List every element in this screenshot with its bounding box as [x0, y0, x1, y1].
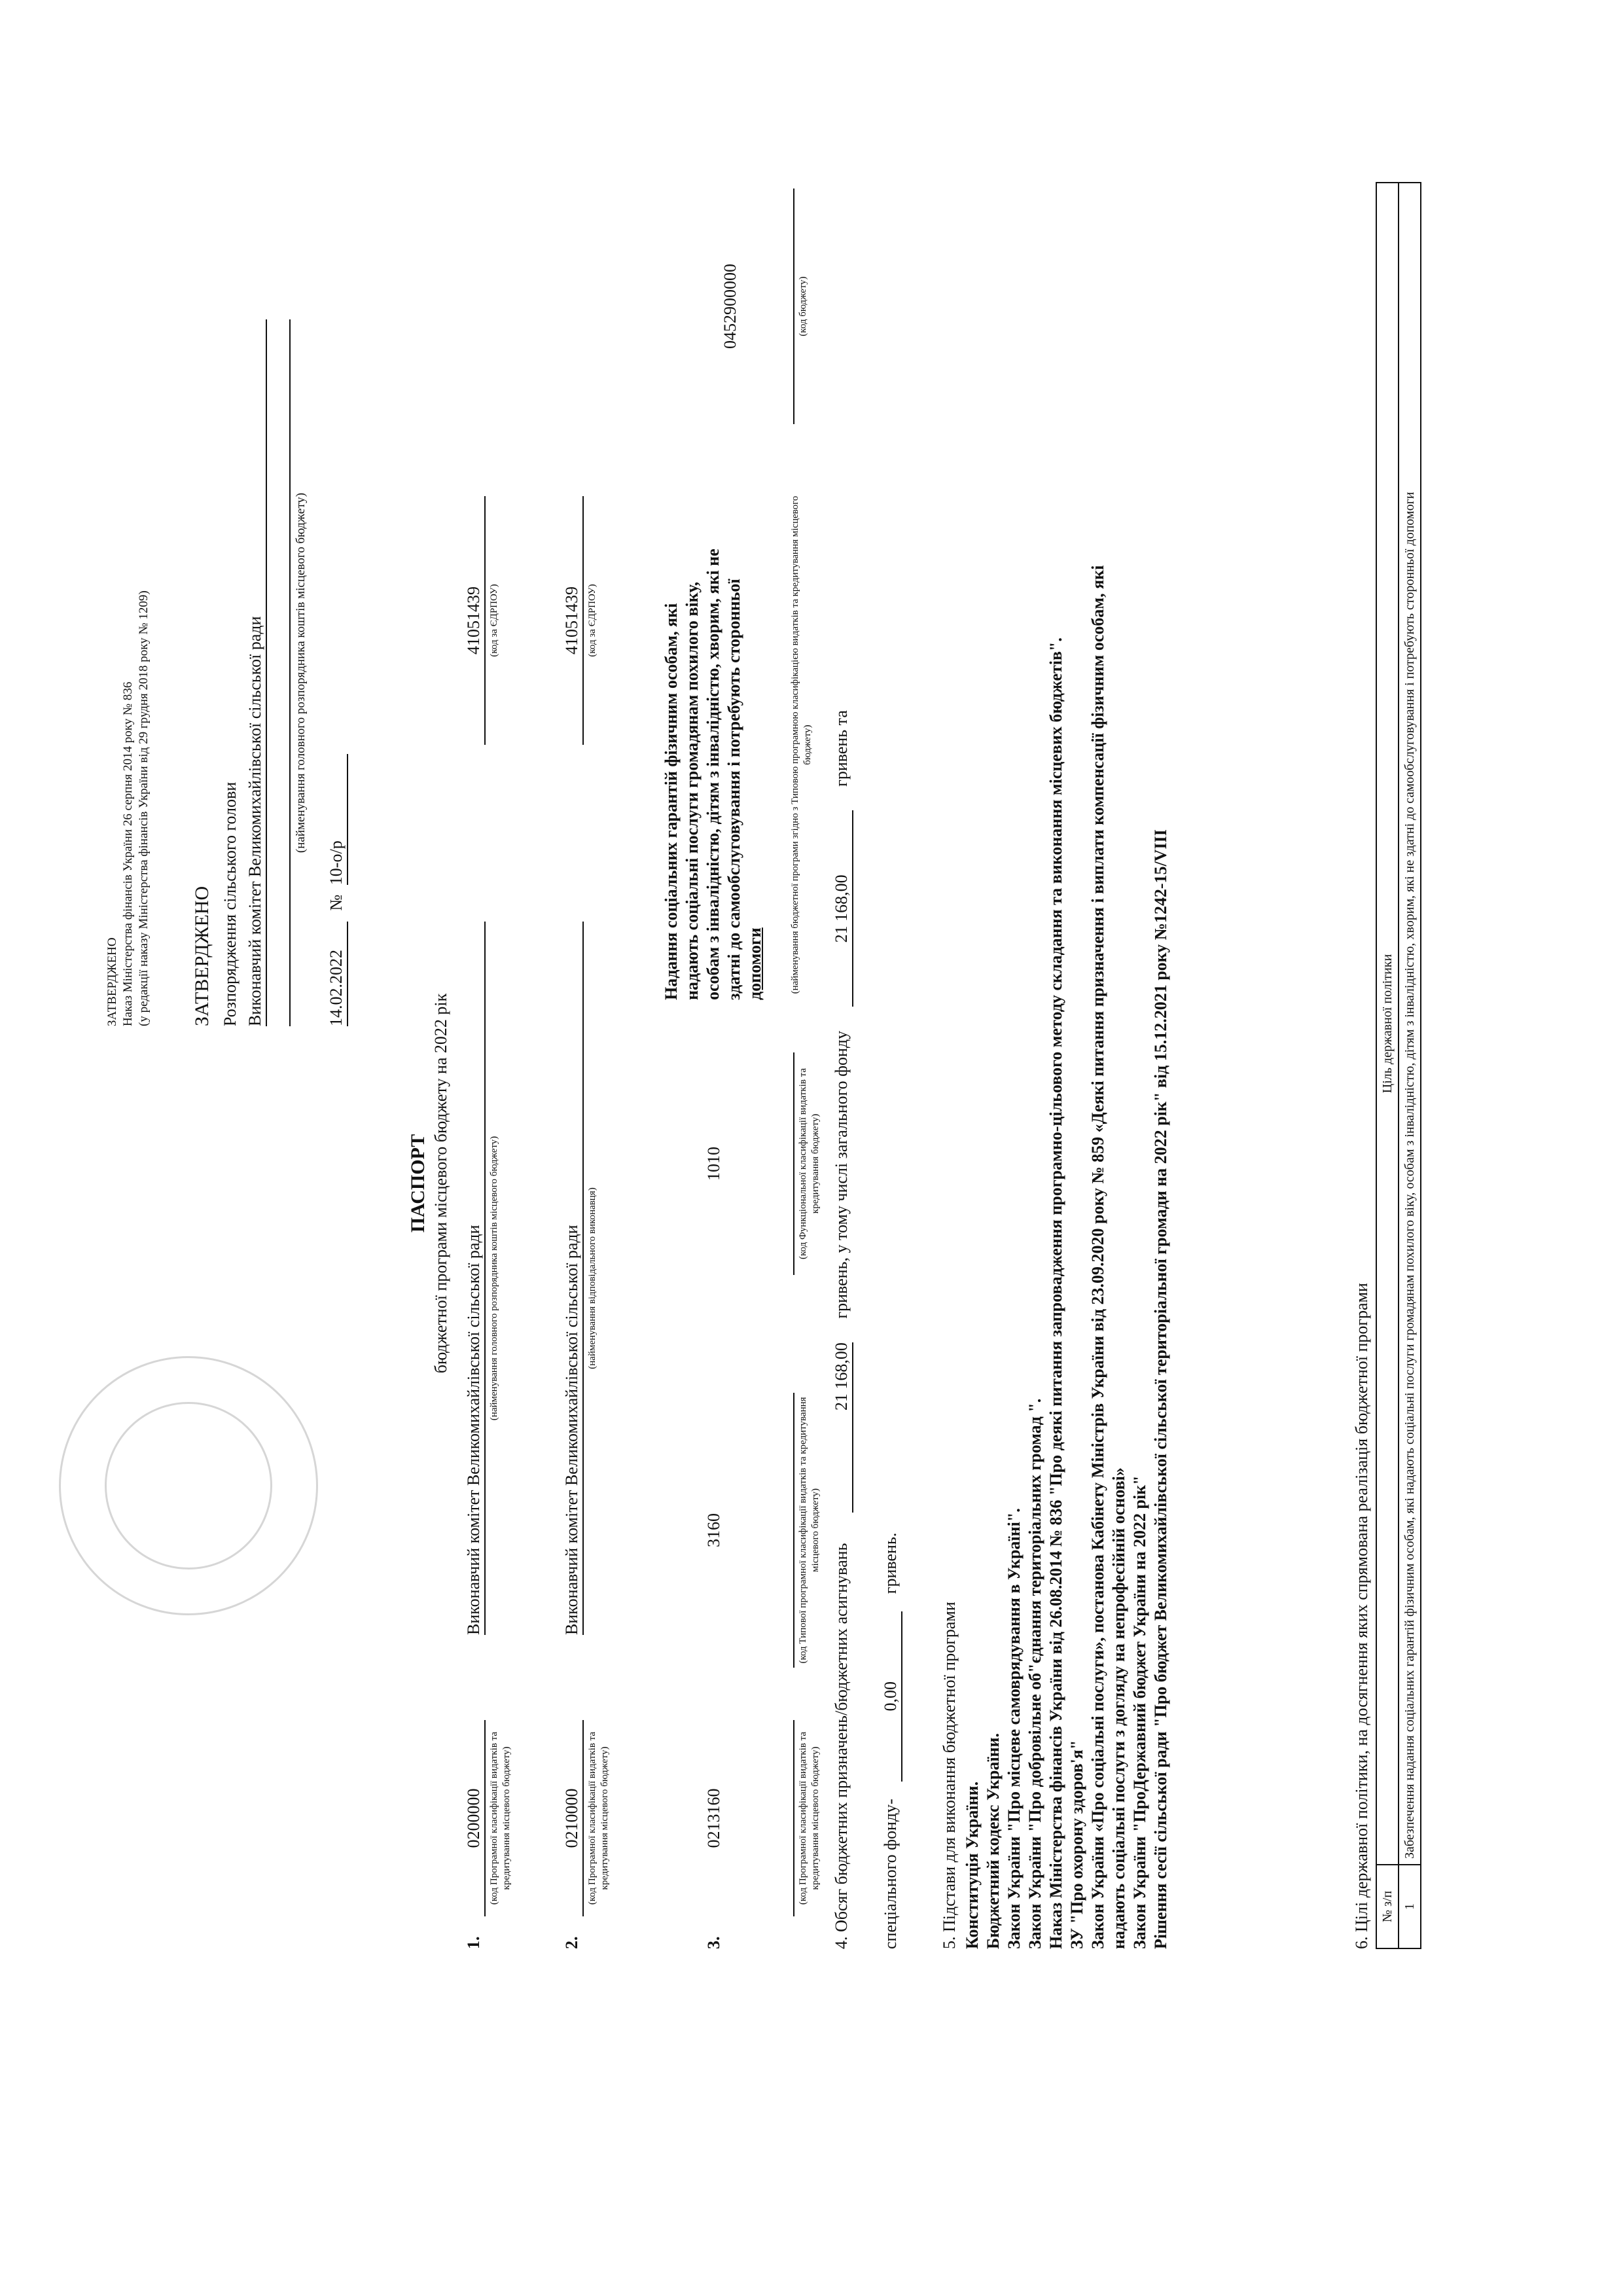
item1-code: 0200000 [463, 1720, 486, 1916]
basis-line: Закон України «Про соціальні послуги», постанова Кабінету Міністрів України від 23.09.2020 року № 859 «Деякі питання призначення і виплати компенсації фізичним особам, які [1088, 565, 1107, 1949]
approval-note-line2: Наказ Міністерства фінансів України 26 серпня 2014 року № 836 [121, 681, 135, 1026]
item5-label: 5. Підстави для виконання бюджетної програми [940, 1602, 959, 1949]
item4-special: 0,00 [880, 1611, 902, 1782]
item4-tail: гривень та [832, 710, 851, 787]
item2-number: 2. [562, 1936, 581, 1949]
basis-line: надають соціальні послуги з догляду на непрофесійній основі» [1109, 1467, 1128, 1949]
item3-name-line3: особам з інвалідністю, дітям з інвалідністю, хворим, які не [704, 548, 722, 1000]
approved-title: ЗАТВЕРДЖЕНО [191, 886, 213, 1026]
item4-label: 4. Обсяг бюджетних призначень/бюджетних асигнувань [832, 1543, 851, 1949]
approved-blank-line [267, 319, 291, 1026]
approved-order: Розпорядження сільського голови [221, 781, 240, 1026]
goal-text: Забезпечення надання соціальних гарантій фізичним особам, які надають соціальні послуги громадянам похилого віку, особам з інвалідністю, дітям з інвалідністю, хворим, які не здатні до самообслуговування і потребують сторонньої допомоги [1399, 183, 1421, 1865]
approved-org-caption: (найменування головного розпорядника коштів місцевого бюджету) [294, 492, 308, 853]
item3-code: 0213160 [704, 1788, 723, 1848]
passport-title: ПАСПОРТ [407, 1134, 429, 1233]
approved-date-row [326, 319, 348, 1026]
approval-note-line1: ЗАТВЕРДЖЕНО [105, 937, 119, 1026]
item1-code-caption: (код Програмної класифікації видатків та кредитування місцевого бюджету) [489, 1731, 512, 1905]
basis-line: Закон України "Про місцеве самоврядування в Україні". [1005, 1508, 1024, 1949]
item1-name: Виконавчий комітет Великомихайлівської сільської ради [463, 922, 486, 1635]
item4-general: 21 168,00 [831, 810, 853, 1007]
basis-line: Наказ Міністерства фінансів України від 26.08.2014 № 836 "Про деякі питання запровадження програмно-цільового методу складання та виконання місцевих бюджетів". [1046, 637, 1065, 1949]
basis-line: Бюджетний кодекс України. [984, 1732, 1003, 1949]
approved-org: Виконавчий комітет Великомихайлівської сільської ради [245, 319, 267, 1026]
item6-label: 6. Цілі державної політики, на досягнення яких спрямована реалізація бюджетної програми [1352, 1283, 1371, 1949]
approved-number-label: № [327, 894, 346, 911]
approval-note [105, 241, 152, 1026]
item4-total: 21 168,00 [831, 1342, 853, 1513]
item4-row2 [880, 1164, 902, 1949]
item3-name-line1: Надання соціальних гарантій фізичним особам, які [662, 603, 681, 1000]
goal-num: 1 [1399, 1865, 1421, 1948]
item3-budget-caption: (код бюджету) [793, 188, 810, 424]
item1-name-caption: (найменування головного розпорядника коштів місцевого бюджету) [489, 1136, 499, 1421]
item4-mid: гривень, у тому числі загального фонду [832, 1030, 851, 1319]
item2-code-caption: (код Програмної класифікації видатків та кредитування місцевого бюджету) [587, 1731, 610, 1905]
item2-edrpou-caption: (код за ЄДРПОУ) [587, 584, 597, 657]
item3-name-line4: здатні до самообслуговування і потребують сторонньої [724, 579, 743, 1000]
goals-col-goal: Ціль державної політики [1376, 183, 1399, 1865]
item4-special-label: спеціального фонду- [881, 1799, 900, 1949]
basis-line: ЗУ "Про охорону здоров'я" [1067, 1740, 1086, 1949]
item3-code-caption: (код Програмної класифікації видатків та кредитування місцевого бюджету) [793, 1720, 822, 1916]
item3-typical-caption: (код Типової програмної класифікації видатків та кредитування місцевого бюджету) [793, 1393, 822, 1668]
item3-name-line5: допомоги [745, 927, 764, 1000]
item2-name: Виконавчий комітет Великомихайлівської сільської ради [562, 922, 584, 1635]
approved-block [190, 319, 348, 1026]
item2-code: 0210000 [562, 1720, 584, 1916]
goals-col-num: № з/п [1376, 1865, 1399, 1948]
item5-basis-list [962, 38, 1171, 1949]
item4-row1 [831, 182, 853, 1949]
item1-edrpou-caption: (код за ЄДРПОУ) [489, 584, 499, 657]
item1-number: 1. [464, 1936, 483, 1949]
approved-date: 14.02.2022 [326, 922, 348, 1026]
item3-func-caption: (код Функціональної класифікації видатків та кредитування бюджету) [793, 1052, 822, 1275]
item4-special-unit: гривень. [881, 1532, 900, 1594]
basis-line: Закон України "ПроДержавний бюджет України на 2022 рік" [1130, 1475, 1149, 1949]
basis-line: Рішення сесії сільської ради "Про бюджет Великомихайлівської сільської територіальної громади на 2022 рік" від 15.12.2021 року №1242-15/VIII [1151, 829, 1170, 1949]
approved-number: 10-о/р [326, 754, 348, 885]
item2-edrpou: 41051439 [562, 496, 584, 745]
item3-number: 3. [704, 1936, 723, 1949]
goals-table [1376, 182, 1421, 1949]
basis-line: Конституція України. [963, 1781, 982, 1949]
item3-name-caption: (найменування бюджетної програми згідно з Типовою програмною класифікацією видатків та кредитування місцевого бюджету) [790, 495, 813, 994]
item3-program-name [661, 490, 766, 1000]
item3-typical: 3160 [704, 1513, 723, 1547]
round-stamp-inner [105, 1402, 272, 1570]
item1-edrpou: 41051439 [463, 496, 486, 745]
item3-budget-code: 0452900000 [721, 264, 740, 349]
passport-subtitle: бюджетної програми місцевого бюджету на 2022 рік [431, 993, 450, 1374]
approval-note-line3: (у редакції наказу Міністерства фінансів України від 29 грудня 2018 року № 1209) [137, 590, 151, 1026]
item3-name-line2: надають соціальні послуги громадянам похилого віку, [683, 581, 702, 1000]
table-row [1399, 183, 1421, 1948]
goals-table-header [1376, 183, 1399, 1948]
item2-name-caption: (найменування відповідального виконавця) [587, 1187, 597, 1369]
basis-line: Закон України "Про добровільне об"єднання територіальних громад ". [1026, 1398, 1044, 1949]
item3-func: 1010 [704, 1147, 723, 1181]
passport-title-block [406, 660, 452, 1707]
